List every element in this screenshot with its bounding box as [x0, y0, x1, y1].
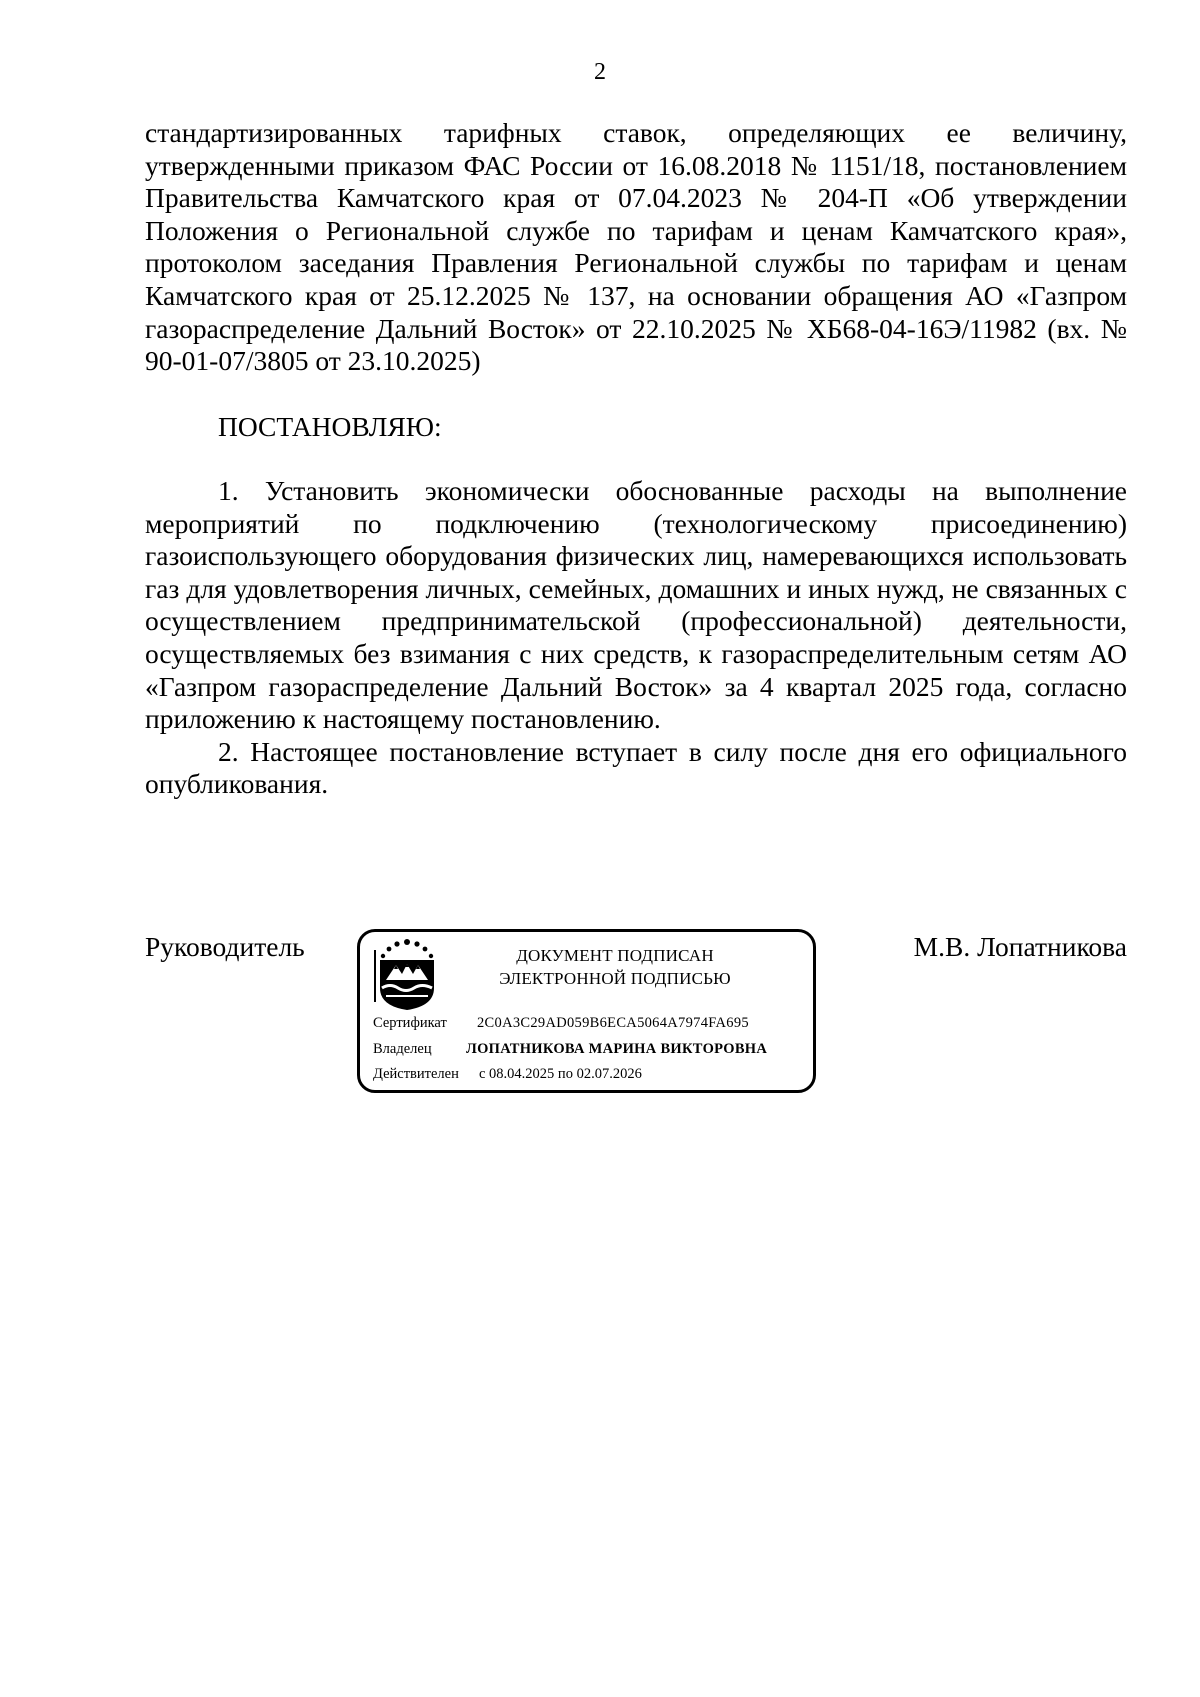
stamp-owner-row	[373, 1040, 768, 1058]
owner-label: Владелец	[373, 1041, 432, 1057]
decree-heading: ПОСТАНОВЛЯЮ:	[218, 411, 442, 442]
intro-paragraph	[145, 117, 1127, 378]
validity-label: Действителен	[373, 1066, 459, 1082]
certificate-value: 2C0A3C29AD059B6ECA5064A7974FA695	[477, 1015, 749, 1031]
signer-role: Руководитель	[145, 931, 305, 962]
item-2: 2. Настоящее постановление вступает в силу после дня его официального опубликования.	[145, 735, 1127, 800]
item-1: 1. Установить экономически обоснованные расходы на выполнение мероприятий по подключению (технологическому присоединению) газоиспользующего оборудования физических лиц, намеревающихся использовать газ для удовлетворения личных, семейных, домашних и иных нужд, не связанных с осуществлением предпринимательской (профессиональной) деятельности, осуществляемых без взимания с них средств, к газораспределительным сетям АО «Газпром газораспределение Дальний Восток» за 4 квартал 2025 года, согласно приложению к настоящему постановлению.	[145, 475, 1127, 735]
certificate-label: Сертификат	[373, 1015, 447, 1031]
decree-items	[145, 475, 1127, 801]
stamp-title-line-2: ЭЛЕКТРОННОЙ ПОДПИСЬЮ	[499, 969, 731, 988]
electronic-signature-stamp	[357, 929, 816, 1093]
intro-text: стандартизированных тарифных ставок, определяющих ее величину, утвержденными приказом ФАС России от 16.08.2018 № 1151/18, постановлением Правительства Камчатского края от 07.04.2023 № 204-П «Об утверждении Положения о Региональной службе по тарифам и ценам Камчатского края», протоколом заседания Правления Региональной службы по тарифам и ценам Камчатского края от 25.12.2025 № 137, на основании обращения АО «Газпром газораспределение Дальний Восток» от 22.10.2025 № ХБ68-04-16Э/11982 (вх. № 90-01-07/3805 от 23.10.2025)	[145, 117, 1127, 377]
validity-value: с 08.04.2025 по 02.07.2026	[479, 1066, 642, 1082]
stamp-title	[465, 944, 765, 990]
kamchatka-coat-of-arms-icon	[372, 936, 442, 1012]
stamp-certificate-row	[373, 1014, 749, 1032]
page-number: 2	[594, 59, 606, 85]
stamp-validity-row	[373, 1065, 642, 1083]
owner-value: ЛОПАТНИКОВА МАРИНА ВИКТОРОВНА	[466, 1041, 768, 1057]
stamp-title-line-1: ДОКУМЕНТ ПОДПИСАН	[516, 946, 714, 965]
signer-name: М.В. Лопатникова	[913, 931, 1127, 962]
